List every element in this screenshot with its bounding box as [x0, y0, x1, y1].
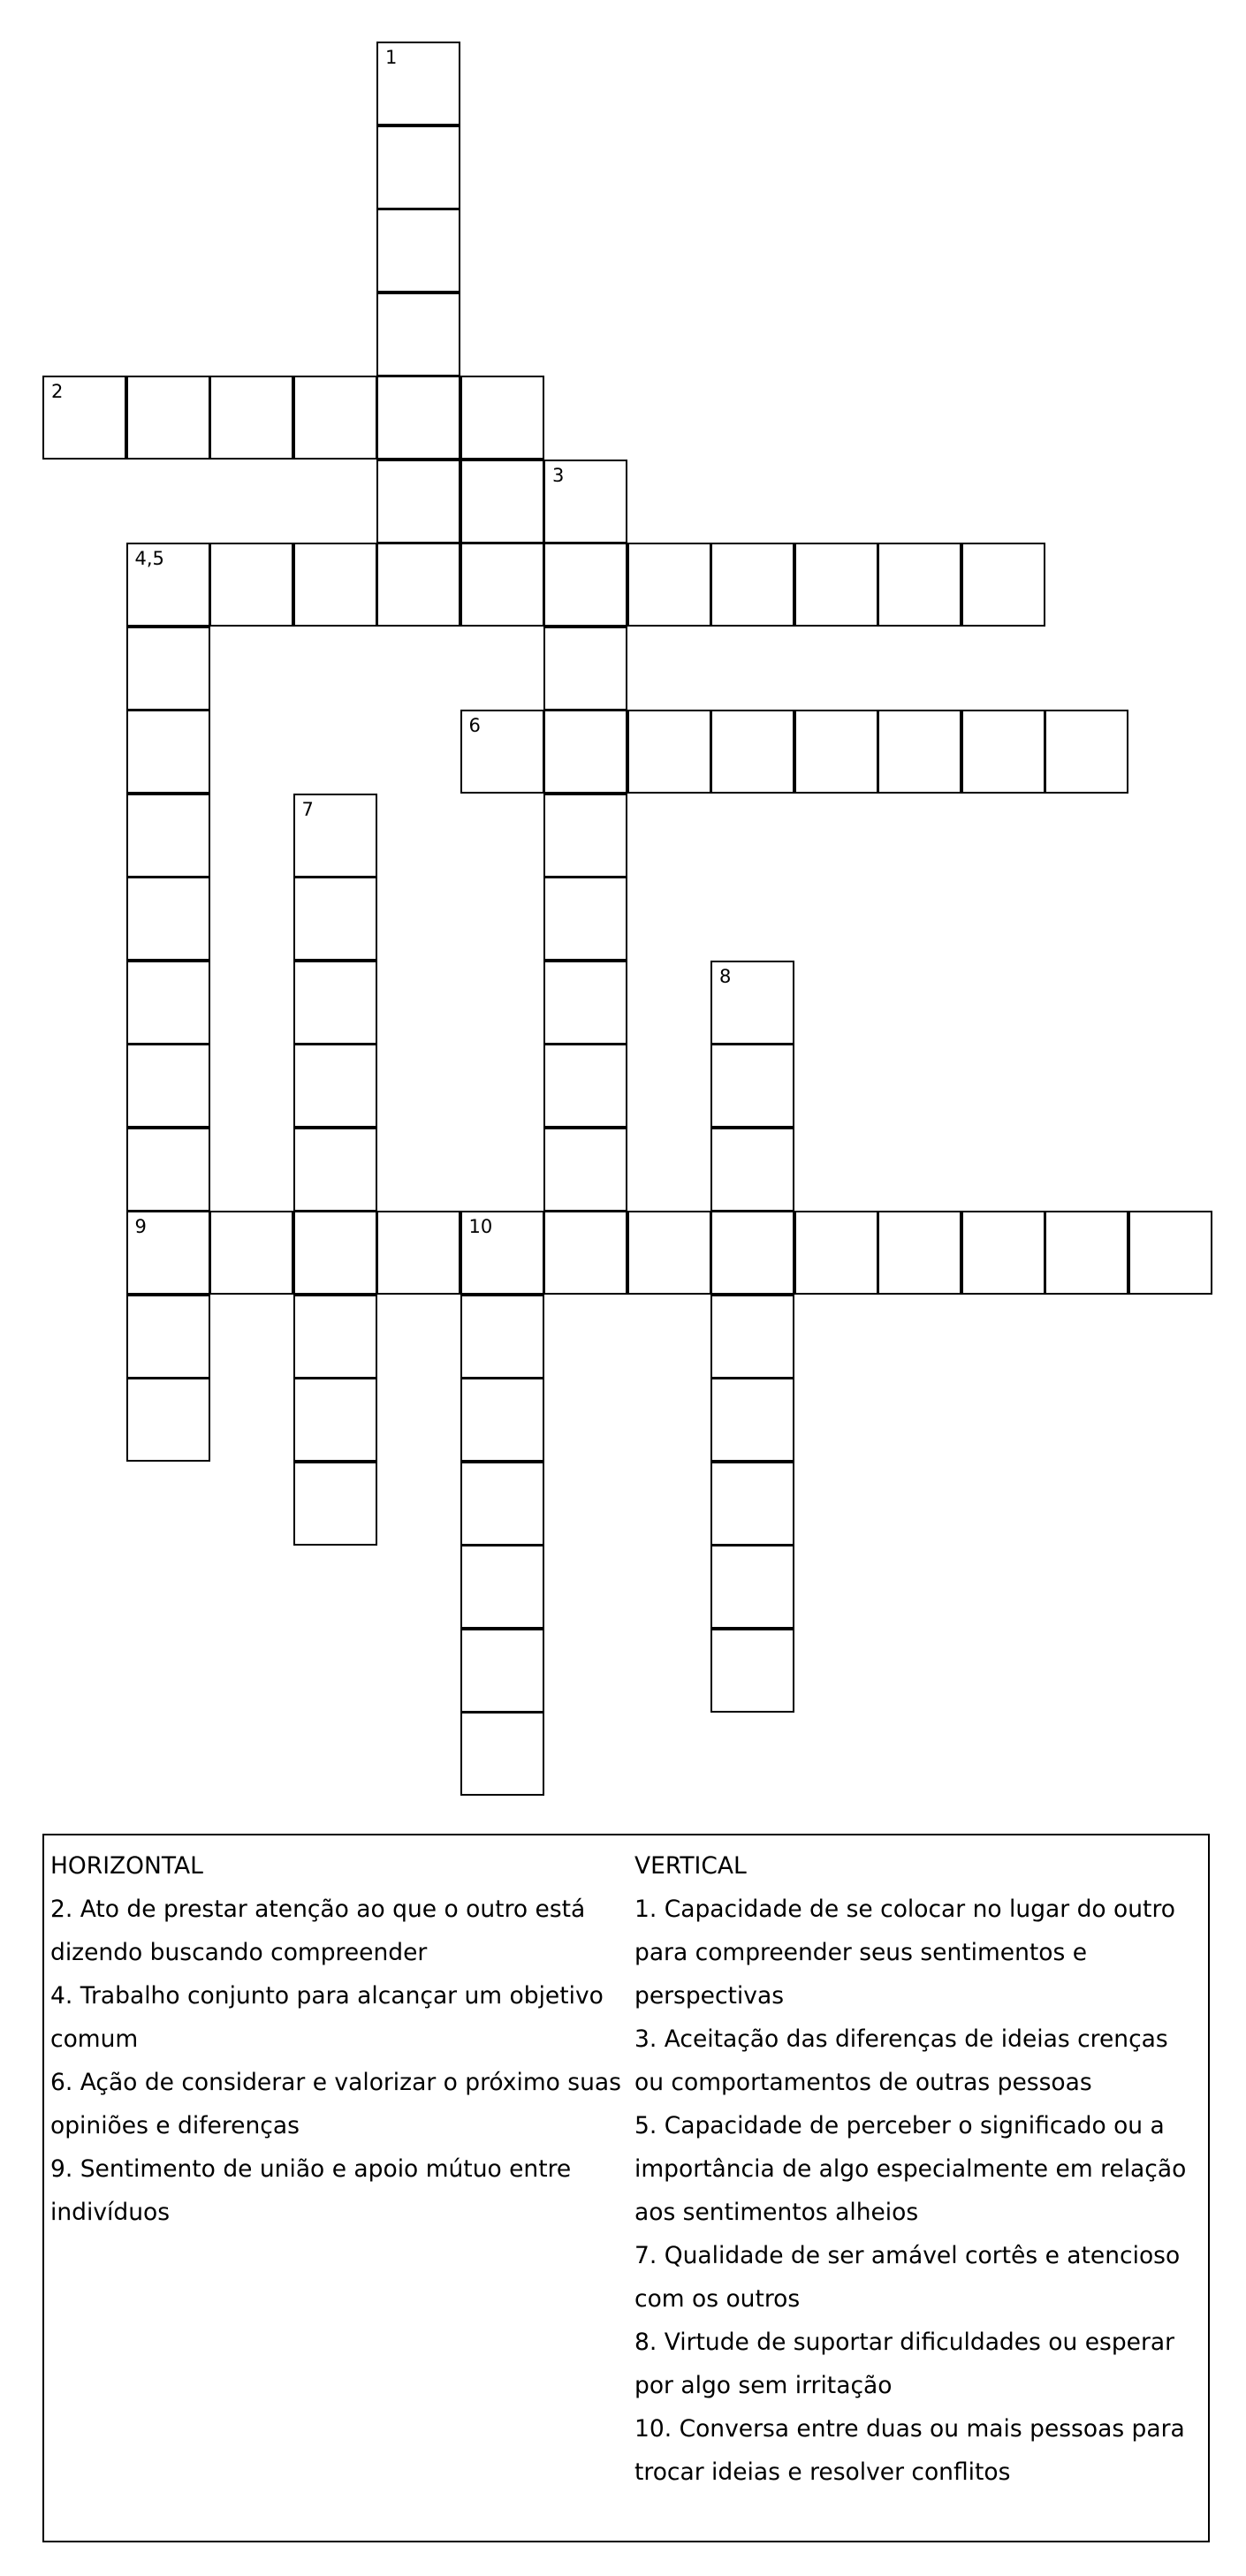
grid-cell[interactable] — [460, 1378, 544, 1462]
clue-horizontal-6: 6. Ação de considerar e valorizar o próximo suas opiniões e diferenças — [50, 2069, 621, 2139]
grid-cell[interactable] — [376, 293, 460, 376]
grid-cell[interactable] — [961, 543, 1045, 627]
grid-cell[interactable] — [126, 627, 210, 710]
grid-cell[interactable] — [209, 543, 293, 627]
clue-vertical-5: 5. Capacidade de perceber o significado ou a importância de algo especialmente em relação aos sentimentos alheios — [634, 2112, 1187, 2226]
grid-cell[interactable] — [710, 1545, 794, 1629]
grid-cell[interactable] — [710, 1044, 794, 1128]
grid-cell[interactable] — [126, 376, 210, 460]
grid-cell[interactable] — [126, 543, 210, 627]
grid-cell[interactable] — [42, 376, 126, 460]
grid-cell[interactable] — [878, 1211, 961, 1295]
grid-cell[interactable] — [543, 627, 627, 710]
grid-cell[interactable] — [293, 1128, 377, 1212]
clue-vertical-8: 8. Virtude de suportar dificuldades ou esperar por algo sem irritação — [634, 2329, 1174, 2399]
grid-cell[interactable] — [293, 877, 377, 961]
grid-cell[interactable] — [627, 1211, 711, 1295]
grid-cell[interactable] — [961, 1211, 1045, 1295]
grid-cell[interactable] — [627, 543, 711, 627]
clue-horizontal-9: 9. Sentimento de união e apoio mútuo entre indivíduos — [50, 2155, 572, 2226]
clue-number: 2 — [51, 381, 64, 402]
grid-cell[interactable] — [376, 376, 460, 460]
grid-cell[interactable] — [543, 543, 627, 627]
vertical-clues — [634, 1844, 1204, 2494]
clue-number: 3 — [552, 464, 565, 486]
grid-cell[interactable] — [710, 1378, 794, 1462]
grid-cell[interactable] — [209, 376, 293, 460]
grid-cell[interactable] — [126, 1378, 210, 1462]
grid-cell[interactable] — [209, 1211, 293, 1295]
grid-cell[interactable] — [293, 1378, 377, 1462]
grid-cell[interactable] — [460, 1462, 544, 1546]
grid-cell[interactable] — [293, 376, 377, 460]
grid-cell[interactable] — [293, 1295, 377, 1379]
grid-cell[interactable] — [710, 1128, 794, 1212]
vertical-heading: VERTICAL — [634, 1852, 747, 1880]
grid-cell[interactable] — [126, 794, 210, 878]
clue-horizontal-2: 2. Ato de prestar atenção ao que o outro está dizendo buscando compreender — [50, 1896, 586, 1966]
grid-cell[interactable] — [543, 1044, 627, 1128]
grid-cell[interactable] — [878, 710, 961, 794]
grid-cell[interactable] — [710, 1295, 794, 1379]
clues-box — [42, 1834, 1210, 2542]
grid-cell[interactable] — [543, 710, 627, 794]
grid-cell[interactable] — [376, 42, 460, 125]
grid-cell[interactable] — [710, 1629, 794, 1713]
grid-cell[interactable] — [460, 1629, 544, 1713]
grid-cell[interactable] — [460, 376, 544, 460]
grid-cell[interactable] — [710, 1462, 794, 1546]
grid-cell[interactable] — [543, 1211, 627, 1295]
grid-cell[interactable] — [293, 1462, 377, 1546]
horizontal-clues — [50, 1844, 629, 2234]
grid-cell[interactable] — [126, 1044, 210, 1128]
grid-cell[interactable] — [460, 1545, 544, 1629]
grid-cell[interactable] — [460, 543, 544, 627]
clue-vertical-7: 7. Qualidade de ser amável cortês e atencioso com os outros — [634, 2242, 1181, 2313]
grid-cell[interactable] — [126, 710, 210, 794]
grid-cell[interactable] — [460, 460, 544, 543]
grid-cell[interactable] — [1045, 1211, 1128, 1295]
grid-cell[interactable] — [460, 710, 544, 794]
clue-vertical-1: 1. Capacidade de se colocar no lugar do outro para compreender seus sentimentos e perspectivas — [634, 1896, 1175, 2010]
grid-cell[interactable] — [710, 961, 794, 1045]
clue-number: 8 — [719, 965, 732, 987]
grid-cell[interactable] — [794, 710, 878, 794]
grid-cell[interactable] — [710, 543, 794, 627]
clue-vertical-3: 3. Aceitação das diferenças de ideias crenças ou comportamentos de outras pessoas — [634, 2025, 1168, 2096]
grid-cell[interactable] — [710, 710, 794, 794]
grid-cell[interactable] — [293, 543, 377, 627]
grid-cell[interactable] — [543, 1128, 627, 1212]
grid-cell[interactable] — [126, 1295, 210, 1379]
grid-cell[interactable] — [376, 209, 460, 293]
clue-number: 9 — [134, 1216, 147, 1237]
grid-cell[interactable] — [126, 877, 210, 961]
grid-cell[interactable] — [543, 877, 627, 961]
grid-cell[interactable] — [376, 125, 460, 209]
grid-cell[interactable] — [1128, 1211, 1212, 1295]
clue-number: 6 — [468, 715, 481, 736]
grid-cell[interactable] — [710, 1211, 794, 1295]
grid-cell[interactable] — [293, 1211, 377, 1295]
grid-cell[interactable] — [794, 1211, 878, 1295]
clue-number: 1 — [385, 47, 398, 68]
grid-cell[interactable] — [126, 961, 210, 1045]
grid-cell[interactable] — [293, 961, 377, 1045]
grid-cell[interactable] — [627, 710, 711, 794]
grid-cell[interactable] — [543, 460, 627, 543]
grid-cell[interactable] — [961, 710, 1045, 794]
clue-number: 7 — [301, 798, 314, 820]
grid-cell[interactable] — [376, 460, 460, 543]
clue-number: 4,5 — [134, 548, 164, 569]
grid-cell[interactable] — [543, 961, 627, 1045]
grid-cell[interactable] — [878, 543, 961, 627]
clue-number: 10 — [468, 1216, 493, 1237]
grid-cell[interactable] — [543, 794, 627, 878]
horizontal-heading: HORIZONTAL — [50, 1852, 203, 1880]
grid-cell[interactable] — [460, 1295, 544, 1379]
grid-cell[interactable] — [1045, 710, 1128, 794]
grid-cell[interactable] — [376, 543, 460, 627]
grid-cell[interactable] — [126, 1128, 210, 1212]
grid-cell[interactable] — [794, 543, 878, 627]
clue-vertical-10: 10. Conversa entre duas ou mais pessoas para trocar ideias e resolver conflitos — [634, 2415, 1185, 2486]
grid-cell[interactable] — [460, 1712, 544, 1796]
grid-cell[interactable] — [293, 1044, 377, 1128]
grid-cell[interactable] — [460, 1211, 544, 1295]
grid-cell[interactable] — [293, 794, 377, 878]
clue-horizontal-4: 4. Trabalho conjunto para alcançar um objetivo comum — [50, 1982, 604, 2053]
grid-cell[interactable] — [126, 1211, 210, 1295]
grid-cell[interactable] — [376, 1211, 460, 1295]
